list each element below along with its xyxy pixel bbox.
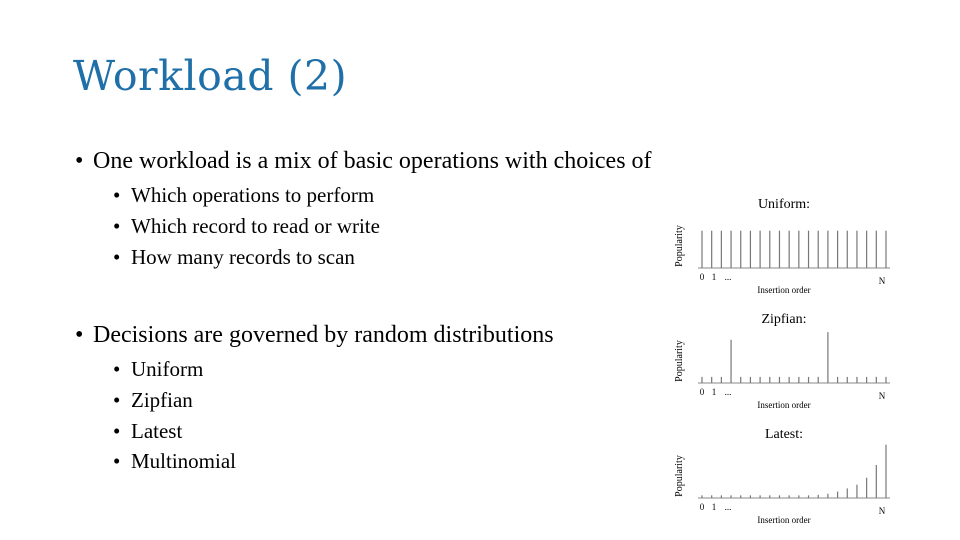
bullet-text: Decisions are governed by random distributions xyxy=(93,322,554,348)
y-axis-label: Popularity xyxy=(674,340,685,382)
sub-bullet-item xyxy=(113,449,236,474)
sub-bullet-text: Zipfian xyxy=(131,388,193,412)
bullet-symbol: • xyxy=(113,388,121,412)
x-tick-label: N xyxy=(878,391,886,401)
bullet-symbol: • xyxy=(75,322,84,348)
chart-title: Latest: xyxy=(764,427,804,442)
sub-bullet-item xyxy=(113,214,380,239)
chart-panel-zipfian xyxy=(674,312,890,410)
x-tick-label: N xyxy=(878,506,886,516)
bullet-symbol: • xyxy=(113,214,121,238)
slide-title: Workload (2) xyxy=(73,52,348,100)
x-tick-label: 1 xyxy=(711,272,717,282)
chart-panel-uniform xyxy=(674,197,890,295)
x-axis-label: Insertion order xyxy=(757,400,811,410)
x-tick-label: 1 xyxy=(711,387,717,397)
sub-bullet-text: Uniform xyxy=(131,357,204,381)
chart-title: Zipfian: xyxy=(761,312,807,327)
x-tick-label: N xyxy=(878,276,886,286)
bullet-symbol: • xyxy=(113,449,121,473)
bullet-symbol: • xyxy=(113,357,121,381)
x-tick-label: 1 xyxy=(711,502,717,512)
sub-bullet-text: Which record to read or write xyxy=(131,214,380,238)
sub-bullet-item xyxy=(113,357,203,382)
bullet-symbol: • xyxy=(113,419,121,443)
y-axis-label: Popularity xyxy=(674,455,685,497)
chart-title: Uniform: xyxy=(757,197,811,212)
sub-bullet-item xyxy=(113,183,374,208)
x-tick-label: 0 xyxy=(699,387,705,397)
bullet-text: One workload is a mix of basic operations with choices of xyxy=(93,148,652,174)
sub-bullet-text: Multinomial xyxy=(131,449,236,473)
x-tick-label: 0 xyxy=(699,502,705,512)
sub-bullet-text: How many records to scan xyxy=(131,245,355,269)
sub-bullet-item xyxy=(113,419,182,444)
bullet-item xyxy=(75,322,554,349)
bullet-symbol: • xyxy=(113,183,121,207)
chart-panel-latest xyxy=(674,427,890,525)
x-tick-label: ... xyxy=(724,387,732,397)
y-axis-label: Popularity xyxy=(674,225,685,267)
x-tick-label: ... xyxy=(724,502,732,512)
x-tick-label: ... xyxy=(724,272,732,282)
sub-bullet-item xyxy=(113,388,193,413)
x-tick-label: 0 xyxy=(699,272,705,282)
x-axis-label: Insertion order xyxy=(757,285,811,295)
x-axis-label: Insertion order xyxy=(757,515,811,525)
bullet-symbol: • xyxy=(113,245,121,269)
sub-bullet-text: Latest xyxy=(131,419,183,443)
bullet-item xyxy=(75,148,652,175)
distribution-charts xyxy=(668,190,900,530)
sub-bullet-text: Which operations to perform xyxy=(131,183,375,207)
bullet-symbol: • xyxy=(75,148,84,174)
sub-bullet-item xyxy=(113,245,355,270)
